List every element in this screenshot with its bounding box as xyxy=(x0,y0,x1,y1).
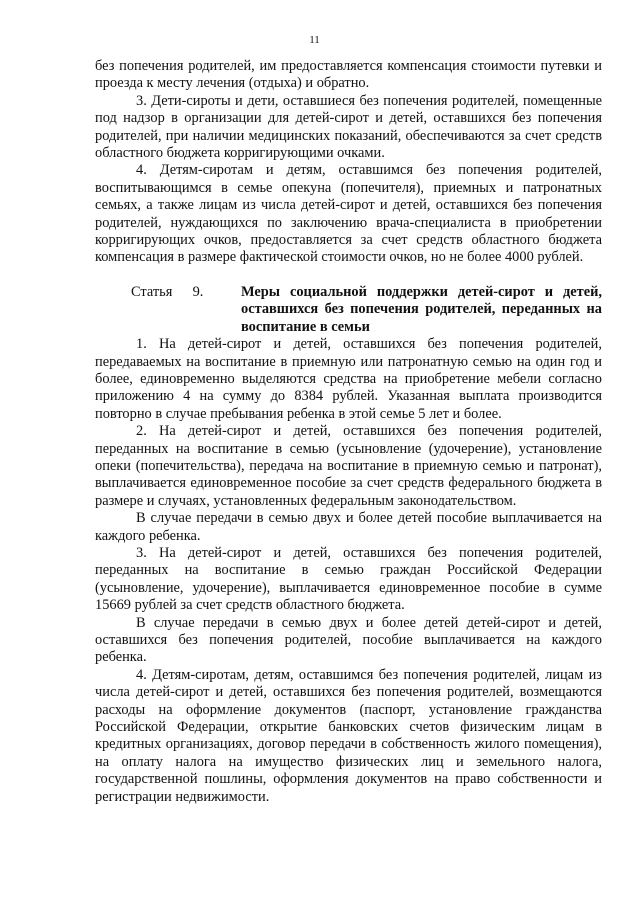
article-paragraph-3: 3. На детей-сирот и детей, оставшихся без попечения родителей, переданных на воспитание в семью граждан Российской Федерации (усыновление, удочерение), выплачивается единовременное пособие в сумме 15669 рублей за счет средств областного бюджета. xyxy=(95,544,602,614)
article-label xyxy=(95,284,241,336)
article-paragraph-2: 2. На детей-сирот и детей, оставшихся без попечения родителей, переданных на воспитание в семью (усыновление (удочерение), установление опеки (попечительства), передача на воспитание в приемную семью и патронат), выплачивается единовременное пособие за счет средств федерального бюджета в размере и случаях, установленных федеральным законодательством. xyxy=(95,423,602,509)
paragraph-item-4: 4. Детям-сиротам и детям, оставшимся без попечения родителей, воспитывающимся в семье опекуна (попечителя), приемных и патронатных семьях, а также лицам из числа детей-сирот и детей, оставшихся без попечения родителей, нуждающихся по заключению врача-специалиста в приобретении корригирующих очков, предоставляется за счет средств областного бюджета компенсация в размере фактической стоимости очков, но не более 4000 рублей. xyxy=(95,162,602,266)
paragraph-continuation: без попечения родителей, им предоставляется компенсация стоимости путевки и проезда к месту лечения (отдыха) и обратно. xyxy=(95,58,602,92)
article-paragraph-2-note: В случае передачи в семью двух и более детей пособие выплачивается на каждого ребенка. xyxy=(95,510,602,544)
article-label-word: Статья xyxy=(131,283,173,300)
article-paragraph-4: 4. Детям-сиротам, детям, оставшимся без попечения родителей, лицам из числа детей-сирот и детей, оставшихся без попечения родителей, возмещаются расходы на оформление документов (паспорт, установление гражданства Российской Федерации, открытие банковских счетов физическим лицам в кредитных организациях, договор передачи в собственность жилого помещения), на оплату налога на имущество физических лиц и земельного налога, государственной пошлины, оформления документов на право собственности и регистрации недвижимости. xyxy=(95,666,602,805)
article-title: Меры социальной поддержки детей-сирот и детей, оставшихся без попечения родителей, переданных на воспитание в семьи xyxy=(241,283,602,335)
article-heading xyxy=(95,284,602,336)
article-paragraph-1: 1. На детей-сирот и детей, оставшихся без попечения родителей, передаваемых на воспитание в приемную или патронатную семью на один год и более, единовременно выделяются средства на приобретение мебели согласно приложению 4 на сумму до 8384 рублей. Указанная выплата производится повторно в случае пребывания ребенка в этой семье 5 лет и более. xyxy=(95,336,602,422)
article-number: 9. xyxy=(192,283,204,300)
page-number: 11 xyxy=(309,34,320,46)
article-paragraph-3-note: В случае передачи в семью двух и более детей детей-сирот и детей, оставшихся без попечения родителей, пособие выплачивается на каждого ребенка. xyxy=(95,614,602,666)
paragraph-item-3: 3. Дети-сироты и дети, оставшиеся без попечения родителей, помещенные под надзор в организации для детей-сирот и детей, оставшихся без попечения родителей, при наличии медицинских показаний, обеспечиваются за счет средств областного бюджета корригирующими очками. xyxy=(95,92,602,162)
document-body xyxy=(95,58,602,806)
